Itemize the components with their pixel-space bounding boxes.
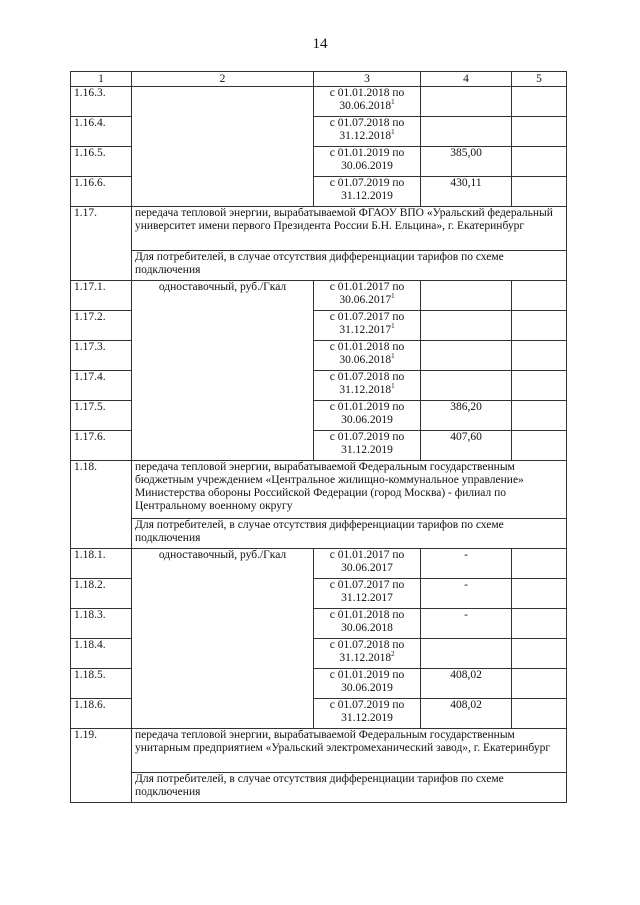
period-start: с 01.01.2018 по: [329, 87, 405, 99]
section-number: 1.17.: [71, 207, 132, 281]
row-number: 1.18.1.: [71, 549, 132, 579]
tariff-value: 386,20: [421, 401, 512, 431]
tariff-type-cell: одноставочный, руб./Гкал: [132, 281, 314, 461]
empty-cell: [512, 431, 567, 461]
empty-cell: [132, 87, 314, 207]
tariff-value: [421, 371, 512, 401]
empty-cell: [512, 639, 567, 669]
period-cell: [314, 371, 421, 401]
empty-cell: [512, 177, 567, 207]
footnote-marker: 1: [391, 352, 395, 361]
period-start: с 01.07.2019 по: [329, 431, 405, 443]
tariff-value: 430,11: [421, 177, 512, 207]
empty-cell: [512, 311, 567, 341]
footnote-marker: 1: [391, 128, 395, 137]
consumer-row: [71, 251, 567, 281]
tariff-value: [421, 117, 512, 147]
row-number: 1.16.5.: [71, 147, 132, 177]
consumer-note: Для потребителей, в случае отсутствия дифференциации тарифов по схеме подключения: [132, 773, 567, 803]
period-start: с 01.07.2019 по: [329, 177, 405, 189]
period-start: с 01.07.2018 по: [329, 371, 405, 383]
empty-cell: [512, 699, 567, 729]
period-cell: [314, 609, 421, 639]
period-start: с 01.01.2017 по: [329, 281, 405, 293]
empty-cell: [512, 579, 567, 609]
period-end: 31.12.2019: [341, 444, 393, 456]
period-cell: [314, 87, 421, 117]
period-end: 31.12.2018: [339, 130, 392, 142]
empty-cell: [512, 87, 567, 117]
period-end: 31.12.2017: [341, 592, 393, 604]
col-header-1: 1: [71, 72, 132, 87]
row-number: 1.18.3.: [71, 609, 132, 639]
section-number: 1.19.: [71, 729, 132, 803]
section-row: [71, 461, 567, 519]
period-cell: [314, 669, 421, 699]
period-cell: [314, 431, 421, 461]
consumer-note: Для потребителей, в случае отсутствия дифференциации тарифов по схеме подключения: [132, 251, 567, 281]
section-row: [71, 207, 567, 251]
tariff-value: [421, 639, 512, 669]
table-row: [71, 549, 567, 579]
table-row: [71, 87, 567, 117]
row-number: 1.18.2.: [71, 579, 132, 609]
table-row: [71, 281, 567, 311]
tariff-table: [70, 71, 567, 803]
period-end: 30.06.2017: [339, 294, 392, 306]
period-start: с 01.07.2019 по: [329, 699, 405, 711]
period-end: 31.12.2018: [339, 652, 392, 664]
period-cell: [314, 401, 421, 431]
period-end: 30.06.2018: [339, 354, 392, 366]
period-start: с 01.07.2018 по: [329, 117, 405, 129]
row-number: 1.16.3.: [71, 87, 132, 117]
tariff-value: 408,02: [421, 669, 512, 699]
empty-cell: [512, 281, 567, 311]
tariff-value: -: [421, 549, 512, 579]
period-start: с 01.01.2019 по: [329, 147, 405, 159]
period-start: с 01.01.2019 по: [329, 669, 405, 681]
period-end: 31.12.2017: [339, 324, 392, 336]
tariff-value: [421, 281, 512, 311]
period-cell: [314, 147, 421, 177]
consumer-note: Для потребителей, в случае отсутствия дифференциации тарифов по схеме подключения: [132, 519, 567, 549]
col-header-2: 2: [132, 72, 314, 87]
consumer-row: [71, 519, 567, 549]
period-start: с 01.01.2018 по: [329, 341, 405, 353]
tariff-value: 407,60: [421, 431, 512, 461]
period-end: 31.12.2019: [341, 190, 393, 202]
empty-cell: [512, 371, 567, 401]
col-header-3: 3: [314, 72, 421, 87]
consumer-row: [71, 773, 567, 803]
period-cell: [314, 341, 421, 371]
tariff-value: 385,00: [421, 147, 512, 177]
period-end: 31.12.2018: [339, 384, 392, 396]
period-cell: [314, 639, 421, 669]
row-number: 1.17.4.: [71, 371, 132, 401]
empty-cell: [512, 341, 567, 371]
period-end: 30.06.2019: [341, 682, 393, 694]
tariff-value: 408,02: [421, 699, 512, 729]
row-number: 1.17.6.: [71, 431, 132, 461]
section-description: передача тепловой энергии, вырабатываемой Федеральным государственным унитарным предприятием «Уральский электромеханический завод», г. Екатеринбург: [132, 729, 567, 773]
page-number: 14: [312, 36, 328, 52]
period-cell: [314, 579, 421, 609]
period-start: с 01.07.2017 по: [329, 311, 405, 323]
period-end: 30.06.2017: [341, 562, 393, 574]
footnote-marker: 1: [391, 322, 395, 331]
period-start: с 01.01.2019 по: [329, 401, 405, 413]
section-number: 1.18.: [71, 461, 132, 549]
empty-cell: [512, 147, 567, 177]
period-cell: [314, 117, 421, 147]
period-cell: [314, 281, 421, 311]
period-cell: [314, 549, 421, 579]
row-number: 1.16.4.: [71, 117, 132, 147]
empty-cell: [512, 401, 567, 431]
section-description: передача тепловой энергии, вырабатываемой Федеральным государственным бюджетным учреждением «Центральное жилищно-коммунальное управление» Министерства обороны Российской Федерации (город Москва) - филиал по Центральному военному округу: [132, 461, 567, 519]
row-number: 1.18.5.: [71, 669, 132, 699]
tariff-value: [421, 311, 512, 341]
header-row: [71, 72, 567, 87]
footnote-marker: 1: [391, 98, 395, 107]
col-header-4: 4: [421, 72, 512, 87]
col-header-5: 5: [512, 72, 567, 87]
period-end: 31.12.2019: [341, 712, 393, 724]
period-start: с 01.07.2017 по: [329, 579, 405, 591]
period-end: 30.06.2018: [339, 100, 392, 112]
empty-cell: [512, 549, 567, 579]
period-end: 30.06.2019: [341, 160, 393, 172]
period-start: с 01.07.2018 по: [329, 639, 405, 651]
section-description: передача тепловой энергии, вырабатываемой ФГАОУ ВПО «Уральский федеральный университет имени первого Президента России Б.Н. Ельцина», г. Екатеринбург: [132, 207, 567, 251]
row-number: 1.17.1.: [71, 281, 132, 311]
row-number: 1.17.2.: [71, 311, 132, 341]
row-number: 1.17.5.: [71, 401, 132, 431]
period-cell: [314, 699, 421, 729]
period-cell: [314, 177, 421, 207]
footnote-marker: 1: [391, 382, 395, 391]
period-start: с 01.01.2017 по: [329, 549, 405, 561]
period-end: 30.06.2018: [341, 622, 393, 634]
tariff-value: -: [421, 609, 512, 639]
section-row: [71, 729, 567, 773]
empty-cell: [512, 117, 567, 147]
row-number: 1.18.6.: [71, 699, 132, 729]
tariff-type-cell: одноставочный, руб./Гкал: [132, 549, 314, 729]
period-start: с 01.01.2018 по: [329, 609, 405, 621]
row-number: 1.16.6.: [71, 177, 132, 207]
footnote-marker: 1: [391, 292, 395, 301]
period-cell: [314, 311, 421, 341]
tariff-value: [421, 87, 512, 117]
row-number: 1.17.3.: [71, 341, 132, 371]
tariff-value: [421, 341, 512, 371]
footnote-marker: 2: [391, 650, 395, 659]
row-number: 1.18.4.: [71, 639, 132, 669]
empty-cell: [512, 669, 567, 699]
tariff-value: -: [421, 579, 512, 609]
period-end: 30.06.2019: [341, 414, 393, 426]
empty-cell: [512, 609, 567, 639]
